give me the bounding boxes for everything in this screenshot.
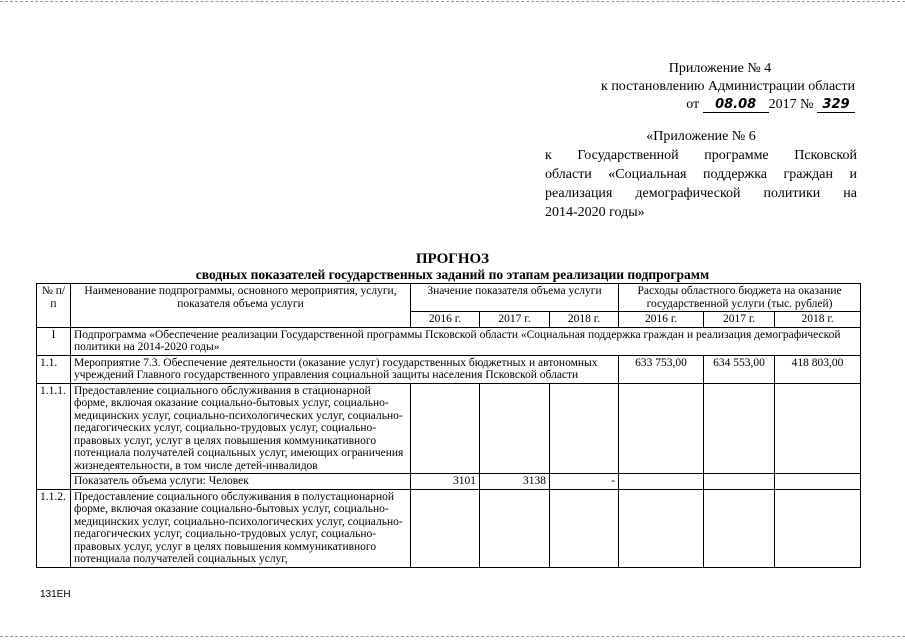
row-name: Показатель объема услуги: Человек — [71, 474, 411, 490]
table-row-service — [37, 383, 861, 474]
resolution-date-line — [555, 96, 855, 114]
row-number: 1.1.2. — [37, 489, 71, 567]
table-row-indicator — [37, 474, 861, 490]
row-number: 1.1.1. — [37, 383, 71, 489]
forecast-table — [36, 283, 861, 568]
appendix-header — [555, 60, 855, 114]
expenses-2018: 418 803,00 — [775, 355, 861, 383]
header-year-volume-2018: 2018 г. — [550, 312, 619, 328]
row-name: Предоставление социального обслуживания в полустационарной форме, включая оказание социально-бытовых услуг, социально-медицинских услуг, социально-психологических услуг, социально-педагогических услуг, социально-трудовых услуг, социально-правовых услуг, услуг в целях повышения коммуникативного потенциала получателей социальных услуг, — [71, 489, 411, 567]
handwritten-number: 329 — [817, 98, 855, 113]
header-year-expenses-2017: 2017 г. — [704, 312, 775, 328]
header-col-volume: Значение показателя объема услуги — [411, 284, 619, 312]
header-year-expenses-2018: 2018 г. — [775, 312, 861, 328]
header-col-expenses: Расходы областного бюджета на оказание государственной услуги (тыс. рублей) — [619, 284, 861, 312]
footer-code: 131ЕН — [40, 589, 71, 600]
table-row-subprogram — [37, 327, 861, 355]
to-resolution: к постановлению Администрации области — [601, 79, 855, 94]
handwritten-date: 08.08 — [703, 98, 769, 113]
page-edge-bottom — [0, 636, 905, 637]
previous-appendix-line-1: к Государственной программе Псковской — [545, 148, 857, 163]
appendix-number: Приложение № 4 — [668, 61, 772, 76]
previous-appendix-line-2: области «Социальная поддержка граждан и — [545, 167, 857, 182]
previous-appendix-block — [545, 127, 857, 222]
header-year-volume-2017: 2017 г. — [480, 312, 550, 328]
header-year-expenses-2016: 2016 г. — [619, 312, 704, 328]
table-row-activity — [37, 355, 861, 383]
volume-2018: - — [550, 474, 619, 490]
header-col-name: Наименование подпрограммы, основного мероприятия, услуги, показателя объема услуги — [71, 284, 411, 328]
expenses-2016: 633 753,00 — [619, 355, 704, 383]
from-prefix: от — [686, 97, 700, 112]
volume-2016: 3101 — [411, 474, 480, 490]
year-and-number-label: 2017 № — [768, 97, 814, 112]
document-subtitle: сводных показателей государственных заданий по этапам реализации подпрограмм — [195, 267, 710, 282]
row-name: Предоставление социального обслуживания в стационарной форме, включая оказание социально-бытовых услуг, социально-медицинских услуг, социально-психологических услуг, социально-педагогических услуг, социально-трудовых услуг, социально-правовых услуг, услуг в целях повышения коммуникативного потенциала получателей социальных услуг, имеющих ограничения жизнедеятельности, в том числе детей-инвалидов — [71, 383, 411, 474]
expenses-2017: 634 553,00 — [704, 355, 775, 383]
header-col-number: № п/п — [37, 284, 71, 328]
previous-appendix-line-3: реализация демографической политики на — [545, 186, 857, 201]
previous-appendix-line-4: 2014-2020 годы» — [545, 205, 645, 220]
previous-appendix-title: «Приложение № 6 — [646, 129, 756, 144]
row-name: Подпрограмма «Обеспечение реализации Государственной программы Псковской области «Социальная поддержка граждан и реализация демографической политики на 2014-2020 годы» — [71, 327, 861, 355]
page-edge-top — [0, 1, 905, 2]
row-name: Мероприятие 7.3. Обеспечение деятельности (оказание услуг) государственных бюджетных и автономных учреждений Главного государственного управления социальной защиты населения Псковской области — [71, 355, 619, 383]
document-title: ПРОГНОЗ — [415, 251, 490, 267]
table-row-service — [37, 489, 861, 567]
volume-2017: 3138 — [480, 474, 550, 490]
row-number: I — [37, 327, 71, 355]
header-year-volume-2016: 2016 г. — [411, 312, 480, 328]
row-number: 1.1. — [37, 355, 71, 383]
